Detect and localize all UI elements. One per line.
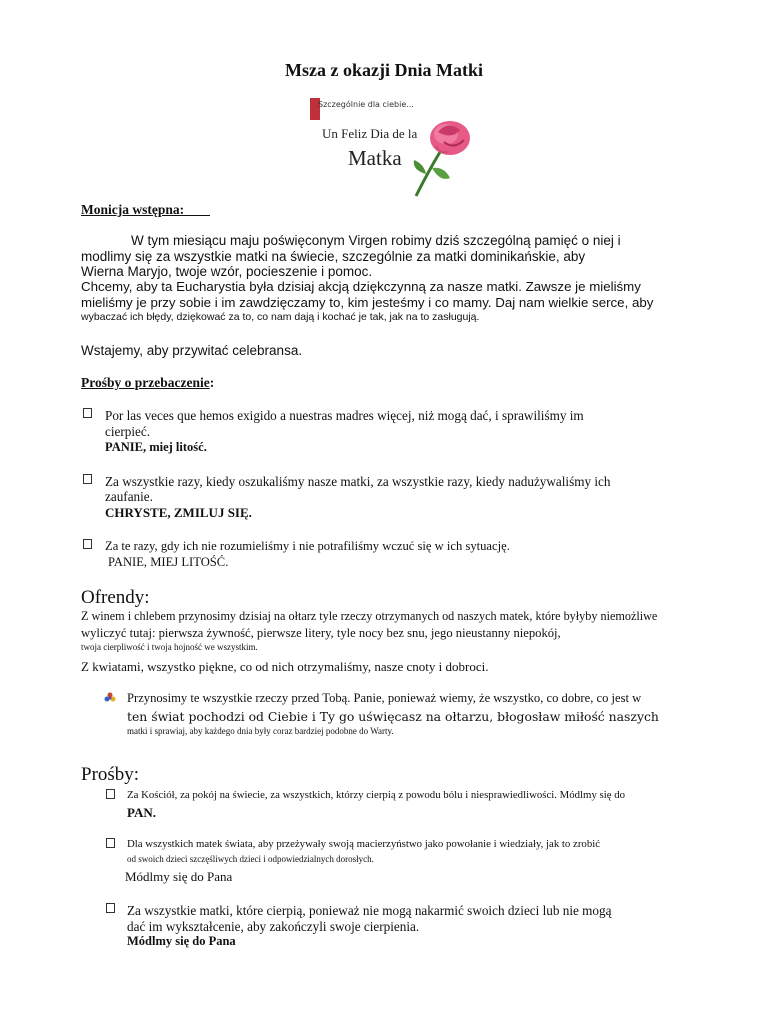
welcome-celebrant: Wstajemy, aby przywitać celebransa. [81, 343, 303, 358]
ofrendy-line-2: wyliczyć tutaj: pierwsza żywność, pierwsze litery, tyle nocy bez snu, jego nieustanny niepokój, [81, 626, 561, 640]
ofrendy-line-4: Z kwiatami, wszystko piękne, co od nich otrzymaliśmy, nasze cnoty i dobroci. [81, 659, 489, 674]
prosby-item-1-response: PAN. [127, 805, 157, 820]
monicja-line-4: Chcemy, aby ta Eucharystia była dzisiaj akcją dziękczynną za nasze matki. Zawsze je mieliśmy [81, 279, 641, 294]
ofrendy-heading: Ofrendy: [81, 587, 150, 608]
banner-sub-line: Un Feliz Dia de la [322, 126, 418, 141]
checkbox-bullet-icon [106, 903, 115, 913]
heading-underline-gap [184, 202, 210, 216]
checkbox-bullet-icon [83, 408, 92, 418]
prosby-heading: Prośby: [81, 764, 140, 785]
prosby-item-2-line-1: Dla wszystkich matek świata, aby przeżywały swoją macierzyństwo jako powołanie i wiedziały, jak to zrobić [127, 838, 601, 850]
flower-bullet-icon [104, 692, 116, 704]
page-title: Msza z okazji Dnia Matki [285, 60, 483, 80]
checkbox-bullet-icon [83, 474, 92, 484]
monicja-line-3: Wierna Maryjo, twoje wzór, pocieszenie i pomoc. [81, 264, 373, 279]
prosby-item-2-line-2: od swoich dzieci szczęśliwych dzieci i odpowiedzialnych dorosłych. [127, 854, 374, 864]
prosby-item-2-response: Módlmy się do Pana [125, 869, 233, 884]
checkbox-bullet-icon [106, 789, 115, 799]
przebaczenie-item-3-line-1: Za te razy, gdy ich nie rozumieliśmy i nie potrafiliśmy wczuć się w ich sytuację. [105, 539, 510, 553]
banner-top-line: Szczególnie dla ciebie... [318, 100, 414, 109]
ofrendy-bullet-line-3: matki i sprawiaj, aby każdego dnia były coraz bardziej podobne do Warty. [127, 726, 394, 736]
ofrendy-bullet-line-1: Przynosimy te wszystkie rzeczy przed Tobą. Panie, ponieważ wiemy, że wszystko, co dobre, co jest w [127, 691, 642, 705]
przebaczenie-heading-text: Prośby o przebaczenie [81, 375, 210, 390]
przebaczenie-heading [81, 375, 214, 391]
banner-big-word: Matka [348, 146, 402, 170]
przebaczenie-item-1-line-2: cierpieć. [105, 424, 151, 439]
monicja-line-2: modlimy się za wszystkie matki na świecie, szczególnie za matki dominikańskie, aby [81, 249, 586, 264]
rose-icon [410, 112, 486, 200]
checkbox-bullet-icon [83, 539, 92, 549]
checkbox-bullet-icon [106, 838, 115, 848]
przebaczenie-heading-colon: : [209, 375, 215, 390]
monicja-line-5: mieliśmy je przy sobie i im zawdzięczamy to, kim jesteśmy i co mamy. Daj nam wielkie serce, aby [81, 295, 654, 310]
monicja-heading [81, 202, 210, 218]
monicja-line-6: wybaczać ich błędy, dziękować za to, co nam dają i kochać je tak, jak na to zasługują. [81, 311, 480, 323]
prosby-item-3-line-1: Za wszystkie matki, które cierpią, ponieważ nie mogą nakarmić swoich dzieci lub nie mogą [127, 903, 612, 918]
ofrendy-line-1: Z winem i chlebem przynosimy dzisiaj na ołtarz tyle rzeczy otrzymanych od naszych matek, które byłyby niemożliwe [81, 609, 658, 623]
prosby-item-1-line-1: Za Kościół, za pokój na świecie, za wszystkich, którzy cierpią z powodu bólu i niesprawiedliwości. Módlmy się do [127, 789, 626, 801]
monicja-heading-text: Monicja wstępna: [81, 202, 185, 217]
przebaczenie-item-2-response: CHRYSTE, ZMILUJ SIĘ. [105, 505, 252, 520]
mothers-day-banner [310, 98, 486, 200]
przebaczenie-item-2-line-2: zaufanie. [105, 489, 153, 504]
ofrendy-line-3: twoja cierpliwość i twoja hojność we wszystkim. [81, 642, 258, 652]
ofrendy-bullet-line-2: ten świat pochodzi od Ciebie i Ty go uświęcasz na ołtarzu, błogosław miłość naszych [127, 709, 659, 724]
przebaczenie-item-1-response: PANIE, miej litość. [105, 440, 207, 454]
prosby-item-3-response: Módlmy się do Pana [127, 934, 236, 948]
przebaczenie-item-1-line-1: Por las veces que hemos exigido a nuestras madres więcej, niż mogą dać, i sprawiliśmy im [105, 408, 584, 423]
przebaczenie-item-3-response: PANIE, MIEJ LITOŚĆ. [108, 555, 229, 569]
monicja-line-1: W tym miesiącu maju poświęconym Virgen robimy dziś szczególną pamięć o niej i [131, 233, 621, 248]
przebaczenie-item-2-line-1: Za wszystkie razy, kiedy oszukaliśmy nasze matki, za wszystkie razy, kiedy nadużywaliśmy ich [105, 474, 611, 489]
prosby-item-3-line-2: dać im wykształcenie, aby zakończyli swoje cierpienia. [127, 919, 420, 934]
